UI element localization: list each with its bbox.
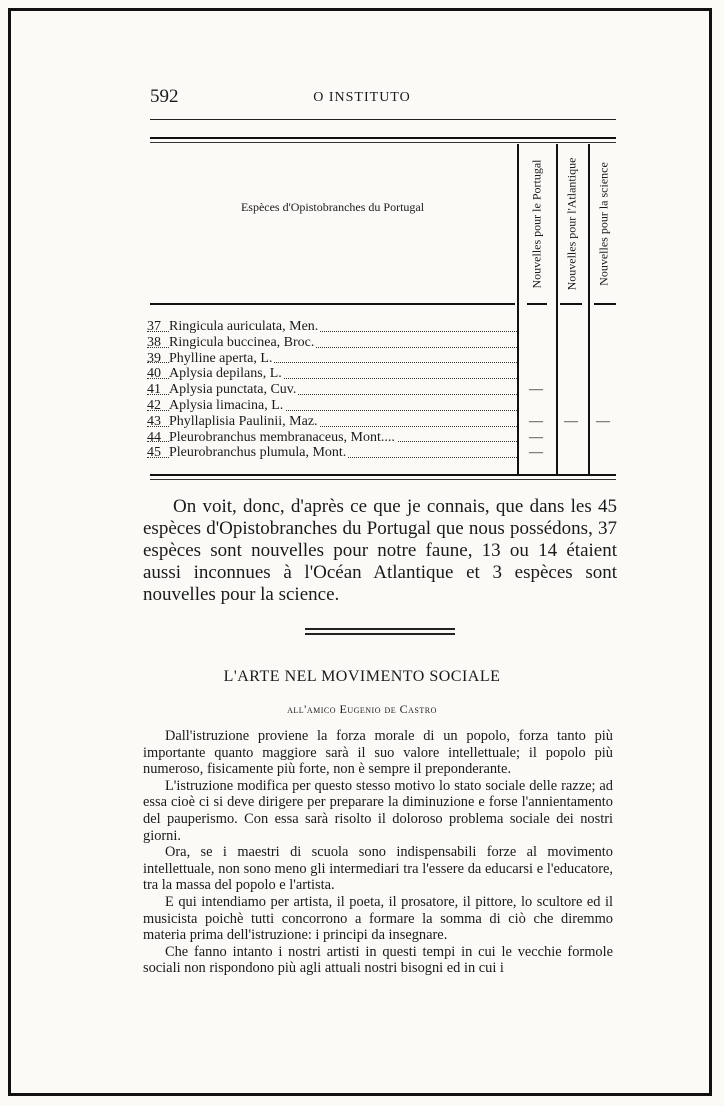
species-number: 45 (147, 445, 161, 461)
table-mark: — (529, 445, 543, 461)
table-mark (590, 445, 616, 461)
table-row (147, 351, 517, 367)
table-mark (590, 335, 616, 351)
column-header-portugal: Nouvelles pour le Portugal (529, 159, 544, 289)
article-paragraph: E qui intendiamo per artista, il poeta, il prosatore, il pittore, lo scultore ed il musicista poichè tutti concorrono a formare la somma di ciò che diremmo materia prima dell'istruzione: i principi da insegnare. (143, 893, 613, 944)
species-number: 44 (147, 429, 161, 445)
table-mark (558, 445, 584, 461)
species-number: 39 (147, 350, 161, 366)
table-bottom-rule-thin (150, 479, 616, 480)
table-mark (590, 398, 616, 414)
species-name: Pleurobranchus membranaceus, Mont.... (169, 429, 395, 445)
column-header-atlantique: Nouvelles pour l'Atlantique (564, 157, 579, 291)
article-title: L'ARTE NEL MOVIMENTO SOCIALE (223, 668, 501, 685)
table-mark (590, 382, 616, 398)
table-mark (590, 351, 616, 367)
column-header-science: Nouvelles pour la science (596, 162, 611, 286)
table-row (147, 366, 517, 382)
table-mark (558, 351, 584, 367)
table-mark (558, 335, 584, 351)
species-number: 43 (147, 413, 161, 429)
article-paragraph: L'istruzione modifica per questo stesso motivo lo stato sociale delle razze; ad essa cioè ci si deve dirigere per preparare la diminuzione e forse l'annientamento del pauperismo. Con essa sarà risolto il doloroso problema sociale dei nostri giorni. (143, 777, 613, 844)
table-header-rule (150, 303, 515, 305)
species-name: Aplysia punctata, Cuv. (169, 382, 297, 398)
table-row (147, 445, 517, 461)
species-name: Pleurobranchus plumula, Mont. (169, 445, 347, 461)
table-mark (523, 319, 549, 335)
table-mark (523, 398, 549, 414)
species-number: 37 (147, 319, 161, 334)
table-mark (590, 366, 616, 382)
table-mark (523, 366, 549, 382)
table-mark (558, 319, 584, 335)
species-number: 42 (147, 397, 161, 413)
table-mark (590, 319, 616, 335)
article-paragraph: Dall'istruzione proviene la forza morale di un popolo, forza tanto più importante quanto maggiore sarà il suo valore intellettuale; il popolo più numeroso, fisicamente più forte, non è sempre il preponderante. (143, 728, 613, 778)
table-mark (558, 430, 584, 446)
summary-paragraph: On voit, donc, d'après ce que je connais, que dans les 45 espèces d'Opistobranches du Portugal que nous possédons, 37 espèces sont nouvelles pour notre faune, 13 ou 14 étaient aussi inconnues à l'Océan Atlantique et 3 espèces sont nouvelles pour la science. (143, 496, 617, 605)
table-mark: — (564, 413, 578, 429)
table-bottom-rule (150, 474, 616, 476)
running-title: O INSTITUTO (313, 90, 411, 105)
table-mark (558, 398, 584, 414)
article-body (143, 728, 613, 977)
table-mark (523, 335, 549, 351)
header-rule (150, 119, 616, 120)
species-name: Phyllaplisia Paulinii, Maz. (169, 413, 318, 429)
column-rule (527, 303, 547, 305)
table-row (147, 319, 517, 335)
table-heading: Espèces d'Opistobranches du Portugal (240, 200, 425, 214)
table-row (147, 382, 517, 398)
ornament-rule (305, 633, 455, 635)
article-paragraph: Che fanno intanto i nostri artisti in questi tempi in cui le vecchie formole sociali non rispondono più agli attuali nostri bisogni ed in cui i (143, 943, 613, 977)
article-paragraph: Ora, se i maestri di scuola sono indispensabili forze al movimento intellettuale, non sono meno gli intermediari tra l'essere da educarsi e l'educatore, tra la massa del popolo e l'artista. (143, 844, 613, 894)
column-divider (517, 144, 519, 474)
article-dedication: all'amico Eugenio de Castro (287, 702, 437, 716)
table-row (147, 398, 517, 414)
table-mark (523, 351, 549, 367)
species-name: Aplysia limacina, L. (169, 397, 284, 413)
table-mark (590, 430, 616, 446)
species-name: Ringicula buccinea, Broc. (169, 334, 315, 350)
table-row (147, 414, 517, 430)
table-mark: — (529, 382, 543, 398)
species-name: Aplysia depilans, L. (169, 366, 282, 382)
column-rule (560, 303, 582, 305)
table-mark: — (529, 429, 543, 445)
species-number: 40 (147, 366, 161, 382)
species-number: 41 (147, 382, 161, 398)
species-list (147, 319, 517, 461)
table-row (147, 430, 517, 446)
table-mark (558, 366, 584, 382)
table-top-rule-thin (150, 142, 616, 143)
page-number: 592 (150, 86, 179, 107)
species-name: Ringicula auriculata, Men. (169, 319, 319, 334)
table-mark (558, 382, 584, 398)
species-name: Phylline aperta, L. (169, 350, 273, 366)
table-top-rule (150, 137, 616, 139)
table-mark: — (529, 413, 543, 429)
table-mark: — (596, 413, 610, 429)
species-number: 38 (147, 334, 161, 350)
table-row (147, 335, 517, 351)
column-rule (594, 303, 616, 305)
ornament-rule (305, 628, 455, 630)
